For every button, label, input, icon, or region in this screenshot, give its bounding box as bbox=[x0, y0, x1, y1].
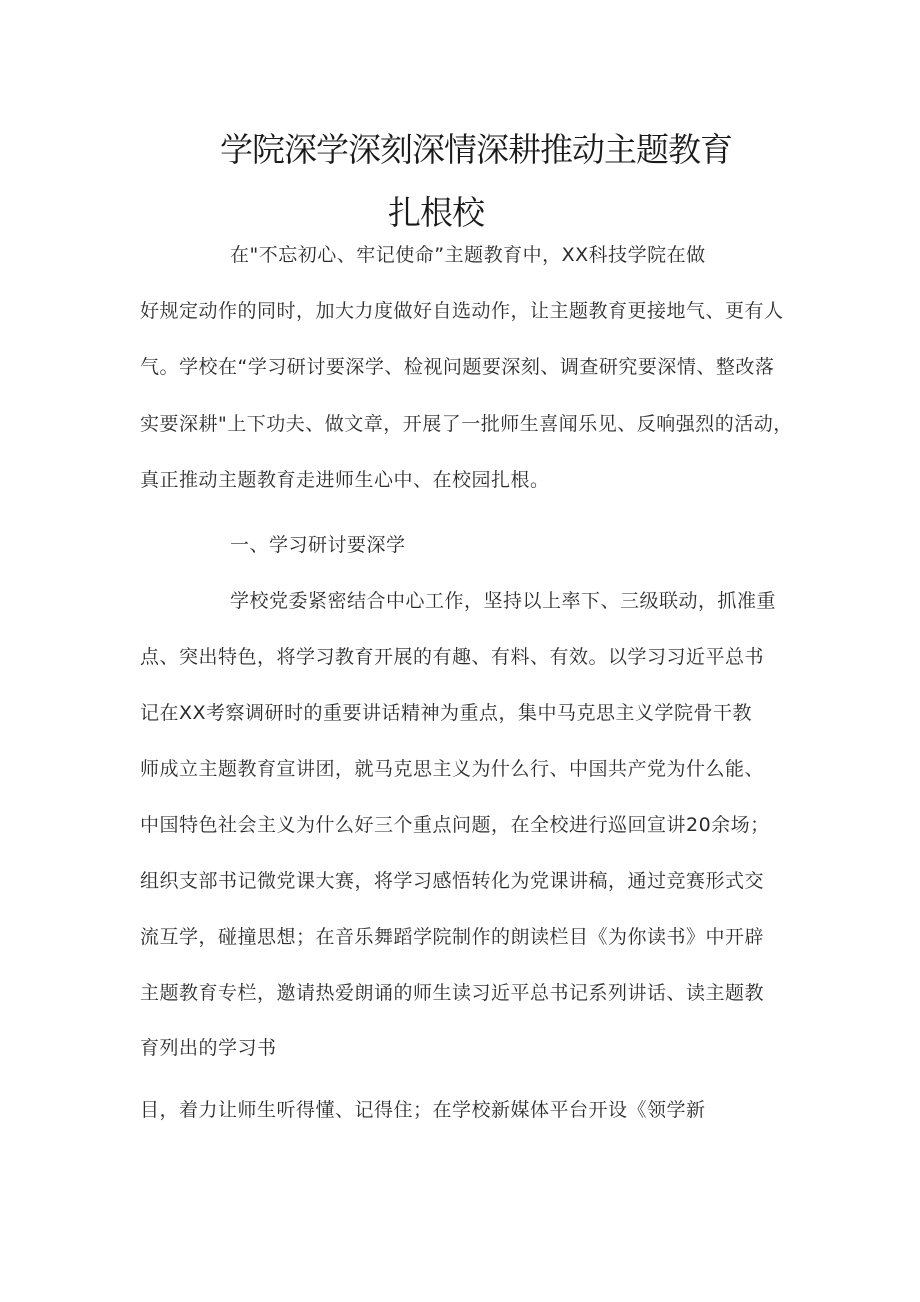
paragraph-line-7: 流互学，碰撞思想；在音乐舞蹈学院制作的朗读栏目《为你读书》中开辟 bbox=[140, 926, 765, 948]
intro-line-3: 气。学校在“学习研讨要深学、检视问题要深刻、调查研究要深情、整改落 bbox=[140, 356, 775, 378]
page-title-line-2: 扎根校 bbox=[388, 193, 484, 232]
paragraph-line-8: 主题教育专栏，邀请热爱朗诵的师生读习近平总书记系列讲话、读主题教 bbox=[140, 982, 765, 1004]
intro-line-4: 实要深耕"上下功夫、做文章，开展了一批师生喜闻乐见、反响强烈的活动， bbox=[140, 413, 793, 435]
paragraph-line-10: 目，着力让师生听得懂、记得住；在学校新媒体平台开设《领学新 bbox=[140, 1099, 706, 1121]
section-heading: 一、学习研讨要深学 bbox=[230, 534, 406, 556]
paragraph-line-4: 师成立主题教育宣讲团，就马克思主义为什么行、中国共产党为什么能、 bbox=[140, 758, 765, 780]
intro-line-1: 在"不忘初心、牢记使命”主题教育中，XX科技学院在做 bbox=[230, 244, 706, 266]
paragraph-line-1: 学校党委紧密结合中心工作，坚持以上率下、三级联动，抓准重 bbox=[230, 590, 777, 612]
intro-line-5: 真正推动主题教育走进师生心中、在校园扎根。 bbox=[140, 469, 550, 491]
paragraph-line-3: 记在XX考察调研时的重要讲话精神为重点，集中马克思主义学院骨干教 bbox=[140, 702, 753, 724]
paragraph-line-6: 组织支部书记微党课大赛，将学习感悟转化为党课讲稿，通过竞赛形式交 bbox=[140, 870, 765, 892]
paragraph-line-9: 育列出的学习书 bbox=[140, 1037, 277, 1059]
intro-line-2: 好规定动作的同时，加大力度做好自选动作，让主题教育更接地气、更有人 bbox=[140, 300, 784, 322]
page-title-line-1: 学院深学深刻深情深耕推动主题教育 bbox=[220, 130, 732, 169]
paragraph-line-2: 点、突出特色，将学习教育开展的有趣、有料、有效。以学习习近平总书 bbox=[140, 646, 765, 668]
paragraph-line-5: 中国特色社会主义为什么好三个重点问题，在全校进行巡回宣讲20余场； bbox=[140, 814, 770, 836]
